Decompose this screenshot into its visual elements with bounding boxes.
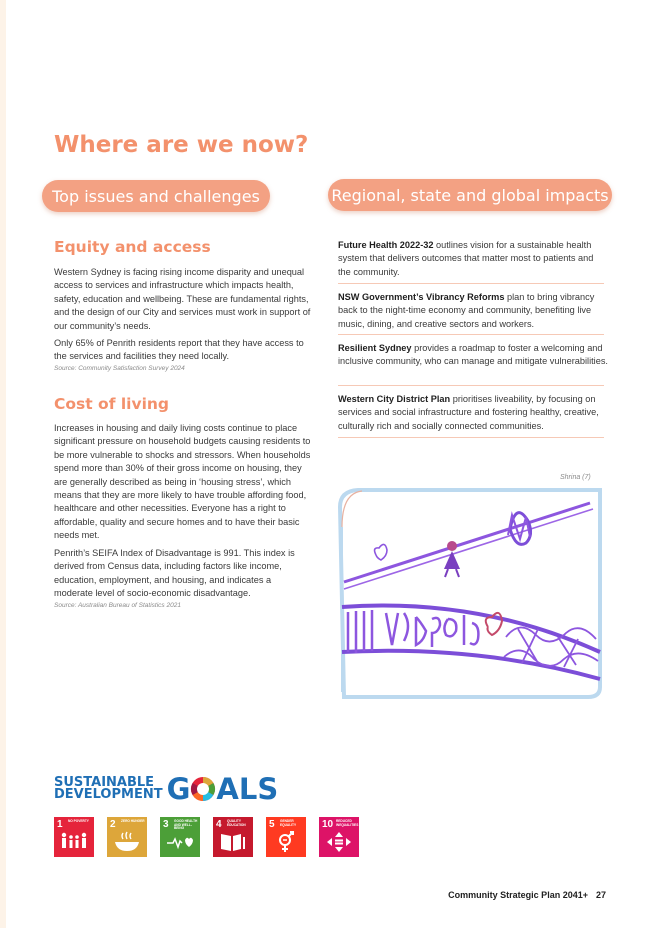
sdg-tiles [54,817,359,857]
cost-seifa: Penrith’s SEIFA Index of Disadvantage is 991. This index is derived from Census data, including factors like income, education, employment, and housing, and indicates a moderate level of socio-economic disadvantage. [54,548,295,599]
divider [338,437,604,438]
sdg-tile-10: 10 REDUCED INEQUALITIES [319,817,359,857]
sdg-line-development: DEVELOPMENT [54,787,163,802]
sdg-tile-2: 2 ZERO HUNGER [107,817,147,857]
equity-source: Source: Community Satisfaction Survey 2024 [54,365,185,372]
sdg-tile-4: 4 QUALITY EDUCATION [213,817,253,857]
equality-icon [325,831,353,853]
impact-vibrancy-reforms: NSW Government’s Vibrancy Reforms plan to bring vibrancy back to the night-time economy and community, benefiting live music, dining, and creative sectors and workers. [338,292,595,329]
divider [338,283,604,284]
page-footer [448,890,606,900]
book-icon [219,831,247,853]
impact-future-health: Future Health 2022-32 outlines vision for a sustainable health system that delivers outcomes that matter most to patients and the community. [338,240,594,277]
child-drawing [338,487,606,699]
page-title: Where are we now? [54,132,309,158]
cost-heading: Cost of living [54,395,170,413]
drawing-credit: Shrina (7) [560,474,591,481]
sdg-color-wheel-icon [190,776,216,802]
impact-western-city: Western City District Plan prioritises liveability, by focusing on services and social infrastructure and fostering healthy, creative, culturally rich and socially connected communities. [338,394,599,431]
bowl-icon [113,831,141,853]
sdg-line-sustainable: SUSTAINABLE [54,775,155,790]
family-icon [60,831,88,853]
cost-paragraph: Increases in housing and daily living costs continue to place significant pressure on household budgets causing residents to be more vulnerable to shocks and stressors. When households spend more than 30% of their gross income on housing, they are generally described as being in ‘housing stress’, which means that they are more likely to have trouble affording food, healthcare and other necessities. Everyone has a right to affordable, quality and secure homes and to have their basic needs met. [54,423,311,541]
regional-impacts-pill: Regional, state and global impacts [328,179,612,211]
page-margin-strip [0,0,6,928]
equity-heading: Equity and access [54,238,211,256]
footer-document-title: Community Strategic Plan 2041+ [448,890,588,900]
divider [338,334,604,335]
sdg-tile-5: 5 GENDER EQUALITY [266,817,306,857]
cost-source: Source: Australian Bureau of Statistics 2021 [54,602,181,609]
sdg-logo [54,772,278,806]
sdg-goals-wordmark [167,772,279,806]
heartbeat-icon [166,831,194,853]
sdg-tile-3: 3 GOOD HEALTH AND WELL-BEING [160,817,200,857]
equity-stat: Only 65% of Penrith residents report that they have access to the services and facilities they need locally. [54,338,304,362]
top-issues-pill: Top issues and challenges [42,180,270,212]
page-number: 27 [595,890,606,900]
divider [338,385,604,386]
equity-paragraph: Western Sydney is facing rising income disparity and unequal access to services and infrastructure which impacts health, safety, education and wellbeing. These are fundamental rights, and the design of our City and services must work in support of our community’s needs. [54,267,311,331]
impact-resilient-sydney: Resilient Sydney provides a roadmap to foster a welcoming and inclusive community, who can manage and mitigate vulnerabilities. [338,343,608,367]
sdg-goals-rest: ALS [216,772,279,806]
sdg-tile-1: 1 NO POVERTY [54,817,94,857]
sdg-goals-g: G [166,772,191,806]
gender-icon [272,831,300,853]
